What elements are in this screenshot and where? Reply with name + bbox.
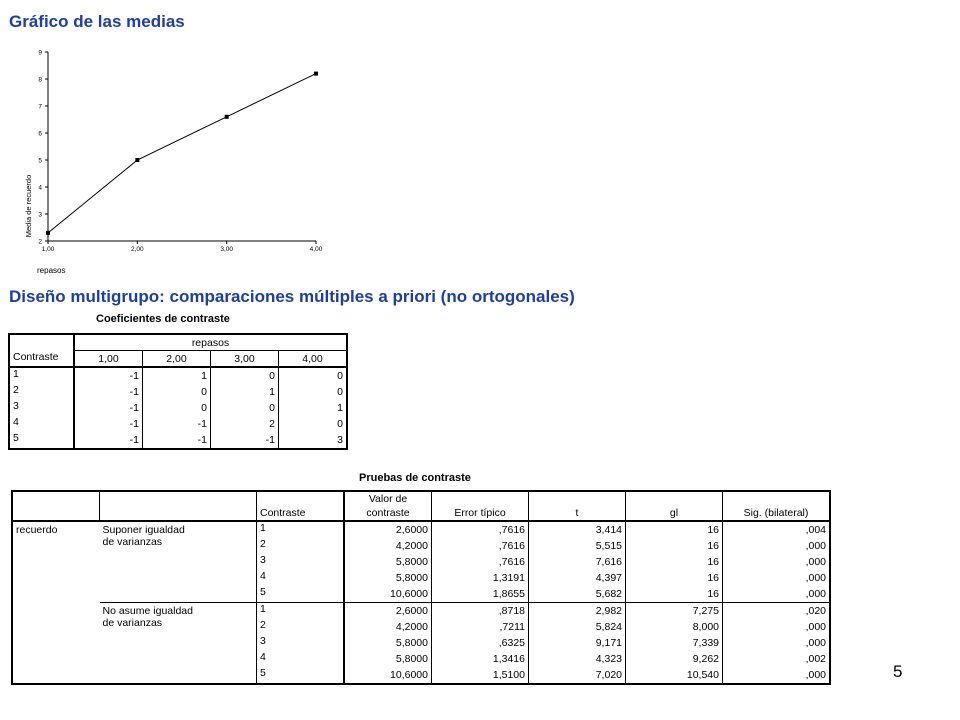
contrast-number: 2 xyxy=(257,538,345,554)
corner-cell xyxy=(12,506,100,521)
contrast-heading: Diseño multigrupo: comparaciones múltiples a priori (no ortogonales) xyxy=(9,287,575,306)
test-table xyxy=(11,490,831,685)
value-cell: 5,682 xyxy=(529,586,626,603)
value-cell: ,000 xyxy=(723,667,831,684)
value-cell: ,020 xyxy=(723,603,831,620)
value-cell: 16 xyxy=(626,538,723,554)
x-tick-label: 1,00 xyxy=(41,246,55,253)
coef-cell: 0 xyxy=(143,384,211,400)
y-tick-label: 9 xyxy=(38,49,42,57)
coef-cell: 1 xyxy=(279,400,348,416)
value-cell: 16 xyxy=(626,586,723,603)
contrast-number: 3 xyxy=(257,554,345,570)
coef-cell: -1 xyxy=(143,416,211,432)
chart-heading: Gráfico de las medias xyxy=(9,12,185,31)
value-cell: 7,020 xyxy=(529,667,626,684)
coef-cell: 1 xyxy=(143,367,211,384)
data-series xyxy=(46,72,318,235)
header-contraste: Contraste xyxy=(257,506,345,521)
group-label-line2: de varianzas xyxy=(102,536,163,548)
table-row xyxy=(9,400,347,416)
y-tick-label: 8 xyxy=(38,76,42,84)
value-cell: ,7616 xyxy=(432,554,529,570)
value-cell: 1,3416 xyxy=(432,651,529,667)
column-header: 2,00 xyxy=(143,351,211,368)
coef-cell: -1 xyxy=(74,432,143,449)
value-cell: 9,262 xyxy=(626,651,723,667)
coef-cell: 0 xyxy=(279,416,348,432)
x-tick-label: 3,00 xyxy=(220,246,233,253)
value-cell: 1,3191 xyxy=(432,570,529,586)
series-line xyxy=(48,74,316,233)
value-cell: 7,275 xyxy=(626,603,723,620)
value-cell: 4,323 xyxy=(529,651,626,667)
coef-cell: -1 xyxy=(74,400,143,416)
contrast-number: 1 xyxy=(257,603,345,620)
test-table-title: Pruebas de contraste xyxy=(359,472,471,484)
value-cell: ,000 xyxy=(723,538,831,554)
data-point xyxy=(46,231,50,235)
value-cell: 16 xyxy=(626,570,723,586)
page-number: 5 xyxy=(893,662,903,681)
header-gl: gl xyxy=(626,506,723,521)
table-row xyxy=(9,384,347,400)
coef-cell: 0 xyxy=(279,384,348,400)
value-cell: 4,2000 xyxy=(344,538,432,554)
coef-cell: 0 xyxy=(143,400,211,416)
means-line-chart xyxy=(0,40,340,280)
coef-cell: 2 xyxy=(211,416,279,432)
contrast-number: 5 xyxy=(257,667,345,684)
group-label-line1: Suponer igualdad xyxy=(102,524,185,536)
header-sig: Sig. (bilateral) xyxy=(723,506,831,521)
variable-label: recuerdo xyxy=(12,521,100,684)
y-axis-ticks xyxy=(38,50,48,246)
coef-cell: -1 xyxy=(74,384,143,400)
value-cell: 1,8655 xyxy=(432,586,529,603)
value-cell: ,002 xyxy=(723,651,831,667)
coef-cell: 0 xyxy=(279,367,348,384)
value-cell: 16 xyxy=(626,521,723,538)
group-label-line1: No asume igualdad xyxy=(102,605,193,617)
row-label: 2 xyxy=(9,384,74,400)
header-error: Error típico xyxy=(432,506,529,521)
coef-cell: -1 xyxy=(143,432,211,449)
table-row xyxy=(12,603,830,620)
value-cell: 5,8000 xyxy=(344,570,432,586)
value-cell: 2,982 xyxy=(529,603,626,620)
header-empty xyxy=(529,491,626,506)
header-t: t xyxy=(529,506,626,521)
value-cell: ,7616 xyxy=(432,538,529,554)
corner-cell xyxy=(9,334,74,351)
value-cell: 10,6000 xyxy=(344,667,432,684)
coef-cell: 0 xyxy=(211,367,279,384)
group-label-line2: de varianzas xyxy=(102,617,163,629)
value-cell: ,000 xyxy=(723,554,831,570)
value-cell: 4,397 xyxy=(529,570,626,586)
value-cell: 5,8000 xyxy=(344,635,432,651)
coef-cell: -1 xyxy=(74,367,143,384)
contrast-number: 1 xyxy=(257,521,345,538)
contrast-number: 4 xyxy=(257,570,345,586)
header-empty xyxy=(432,491,529,506)
table-row xyxy=(9,367,347,384)
y-tick-label: 6 xyxy=(38,130,42,138)
table-row xyxy=(9,432,347,449)
value-cell: ,8718 xyxy=(432,603,529,620)
group-label xyxy=(100,603,257,685)
y-tick-label: 4 xyxy=(38,184,42,192)
header-empty xyxy=(723,491,831,506)
value-cell: 16 xyxy=(626,554,723,570)
value-cell: 2,6000 xyxy=(344,521,432,538)
column-header: 4,00 xyxy=(279,351,348,368)
corner-cell xyxy=(100,506,257,521)
y-tick-label: 2 xyxy=(38,238,42,246)
x-tick-label: 2,00 xyxy=(131,246,144,253)
table-row xyxy=(9,416,347,432)
coef-table xyxy=(8,333,348,450)
corner-cell xyxy=(257,491,345,506)
header-empty xyxy=(626,491,723,506)
coef-cell: 1 xyxy=(211,384,279,400)
coef-cell: 0 xyxy=(211,400,279,416)
value-cell: 5,824 xyxy=(529,619,626,635)
value-cell: ,7211 xyxy=(432,619,529,635)
value-cell: ,000 xyxy=(723,570,831,586)
value-cell: 7,339 xyxy=(626,635,723,651)
value-cell: 1,5100 xyxy=(432,667,529,684)
row-header: Contraste xyxy=(9,351,74,368)
data-point xyxy=(225,115,229,119)
value-cell: 7,616 xyxy=(529,554,626,570)
coef-cell: -1 xyxy=(74,416,143,432)
value-cell: 10,540 xyxy=(626,667,723,684)
value-cell: ,6325 xyxy=(432,635,529,651)
y-axis-label: Media de recuerdo xyxy=(24,174,33,238)
row-label: 5 xyxy=(9,432,74,449)
value-cell: 9,171 xyxy=(529,635,626,651)
x-axis-ticks xyxy=(42,241,323,253)
chart-axes xyxy=(48,52,316,241)
value-cell: 4,2000 xyxy=(344,619,432,635)
row-label: 1 xyxy=(9,367,74,384)
data-point xyxy=(135,158,139,162)
contrast-number: 4 xyxy=(257,651,345,667)
column-header: 1,00 xyxy=(74,351,143,368)
y-tick-label: 5 xyxy=(38,157,42,165)
value-cell: ,000 xyxy=(723,635,831,651)
coef-table-title: Coeficientes de contraste xyxy=(96,313,230,325)
column-header: 3,00 xyxy=(211,351,279,368)
contrast-number: 5 xyxy=(257,586,345,603)
value-cell: 2,6000 xyxy=(344,603,432,620)
coef-cell: 3 xyxy=(279,432,348,449)
group-label xyxy=(100,521,257,603)
value-cell: ,000 xyxy=(723,619,831,635)
value-cell: 5,8000 xyxy=(344,554,432,570)
group-header: repasos xyxy=(74,334,347,351)
value-cell: 5,515 xyxy=(529,538,626,554)
x-axis-label: repasos xyxy=(37,266,66,275)
contrast-number: 3 xyxy=(257,635,345,651)
y-tick-label: 3 xyxy=(38,211,42,219)
value-cell: ,000 xyxy=(723,586,831,603)
value-cell: ,004 xyxy=(723,521,831,538)
value-cell: 8,000 xyxy=(626,619,723,635)
value-cell: 3,414 xyxy=(529,521,626,538)
header-valor-2: contraste xyxy=(344,506,432,521)
y-tick-label: 7 xyxy=(38,103,42,111)
coef-cell: -1 xyxy=(211,432,279,449)
corner-cell xyxy=(100,491,257,506)
row-label: 3 xyxy=(9,400,74,416)
value-cell: 5,8000 xyxy=(344,651,432,667)
table-row xyxy=(12,521,830,538)
header-valor: Valor de xyxy=(344,491,432,506)
contrast-number: 2 xyxy=(257,619,345,635)
corner-cell xyxy=(12,491,100,506)
value-cell: ,7616 xyxy=(432,521,529,538)
row-label: 4 xyxy=(9,416,74,432)
value-cell: 10,6000 xyxy=(344,586,432,603)
x-tick-label: 4,00 xyxy=(309,246,323,253)
data-point xyxy=(314,72,318,76)
